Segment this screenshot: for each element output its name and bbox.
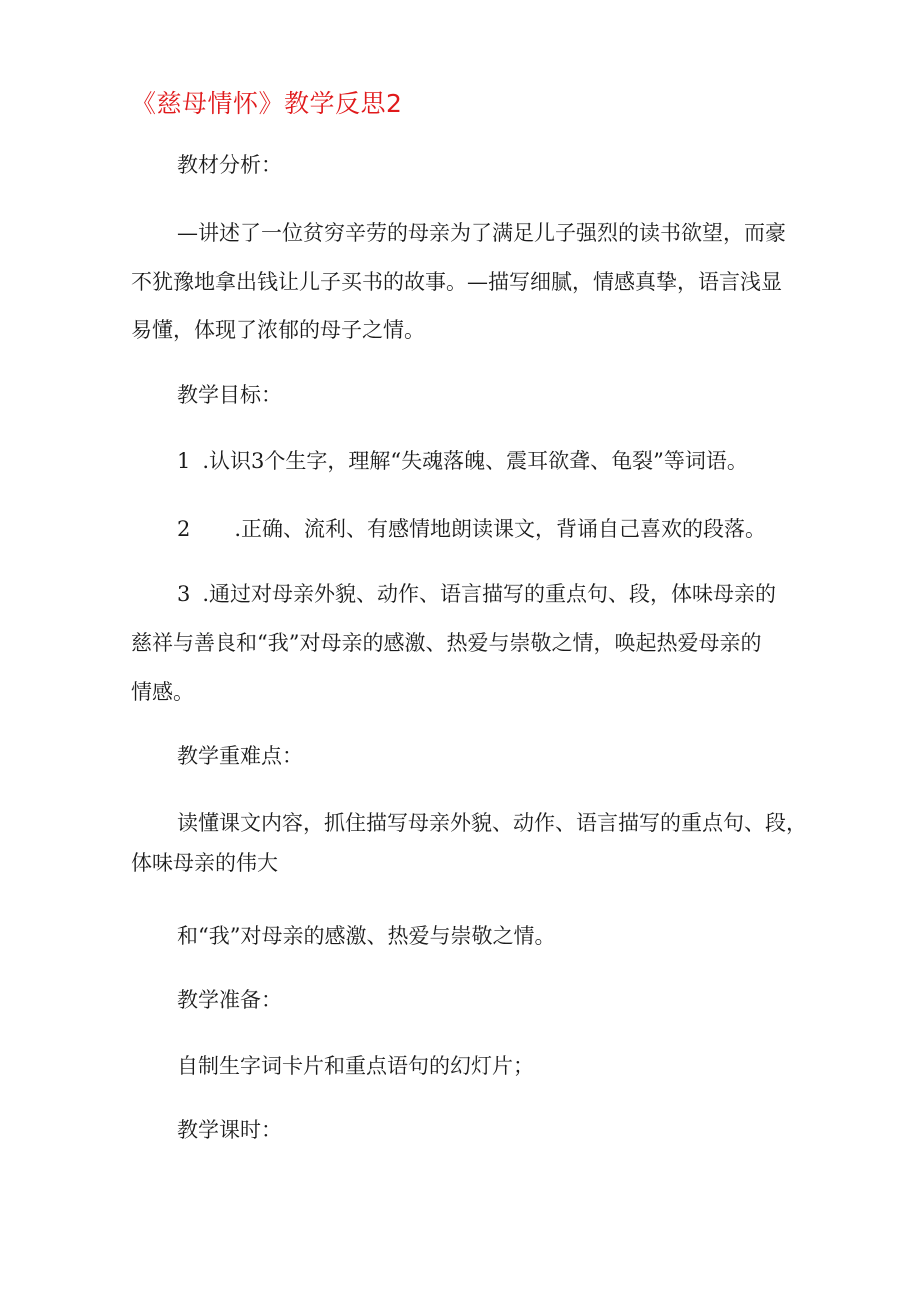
goal-2-number: 2: [177, 517, 191, 541]
analysis-heading: 教材分析：: [177, 153, 282, 177]
prep-heading: 教学准备：: [177, 988, 282, 1012]
goal-3-line-2: 慈祥与善良和“我”对母亲的感激、热爱与崇敬之情，唤起热爱母亲的: [131, 631, 762, 655]
difficulty-line-1: 读懂课文内容，抓住描写母亲外貌、动作、语言描写的重点句、段，: [177, 811, 807, 835]
analysis-paragraph-line-3: 易懂，体现了浓郁的母子之情。: [131, 318, 425, 342]
goal-2-text: .正确、流利、有感情地朗读课文，背诵自己喜欢的段落。: [234, 517, 767, 541]
goal-1: [177, 446, 748, 476]
prep-text: 自制生字词卡片和重点语句的幻灯片；: [177, 1054, 534, 1078]
goal-1-text: .认识3个生字，理解“失魂落魄、震耳欲聋、龟裂”等词语。: [202, 449, 748, 473]
goal-3-text-1: .通过对母亲外貌、动作、语言描写的重点句、段，体味母亲的: [202, 582, 777, 606]
goal-3-line-3: 情感。: [131, 680, 194, 704]
difficulty-heading: 教学重难点：: [177, 744, 303, 768]
goals-heading: 教学目标：: [177, 383, 282, 407]
periods-heading: 教学课时：: [177, 1118, 282, 1142]
goal-3-line-1: [177, 579, 776, 609]
analysis-paragraph-line-2: 不犹豫地拿出钱让儿子买书的故事。—描写细腻，情感真挚，语言浅显: [131, 270, 782, 294]
goal-1-number: 1: [177, 449, 191, 473]
difficulty-line-3: 和“我”对母亲的感激、热爱与崇敬之情。: [177, 924, 556, 948]
goal-3-number: 3: [177, 582, 191, 606]
analysis-paragraph-line-1: —讲述了一位贫穷辛劳的母亲为了满足儿子强烈的读书欲望，而豪: [177, 221, 786, 245]
goal-2: [177, 514, 766, 544]
document-title: 《慈母情怀》教学反思2: [131, 89, 403, 118]
difficulty-line-2: 体味母亲的伟大: [131, 851, 278, 875]
